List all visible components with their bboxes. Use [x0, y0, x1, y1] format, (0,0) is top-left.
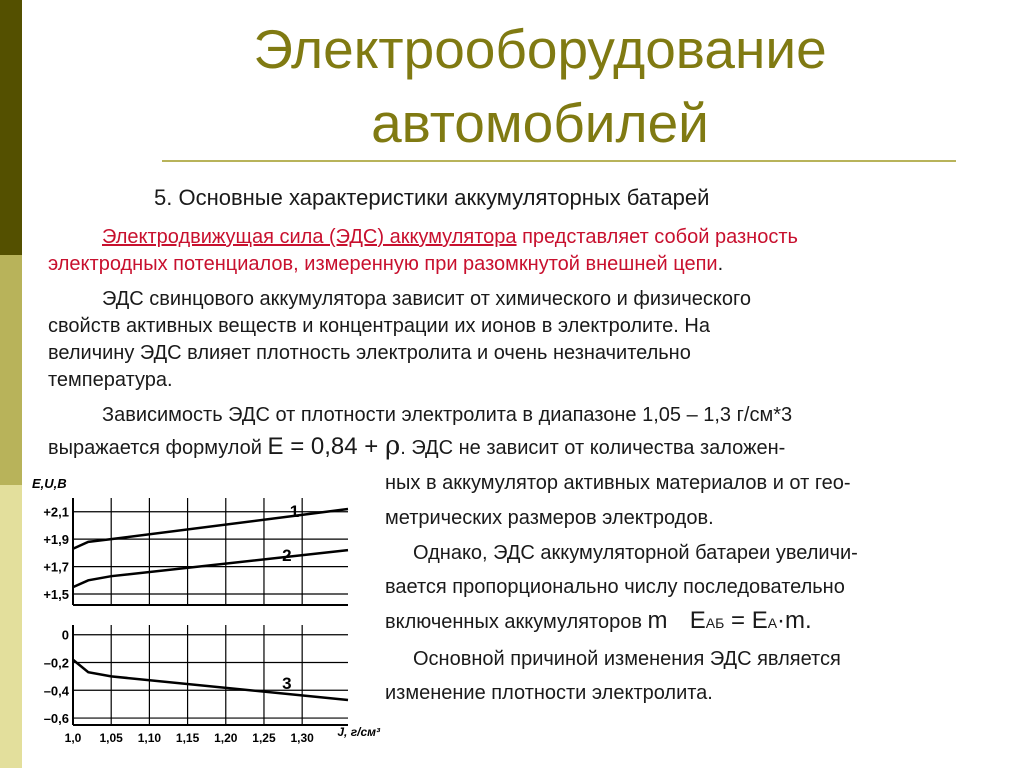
x-tick-label: 1,05	[99, 731, 123, 745]
y-tick-label: –0,4	[43, 683, 69, 699]
curve-1	[73, 509, 348, 549]
curve-2	[73, 550, 348, 587]
e-a: E	[751, 607, 768, 634]
page-title	[60, 12, 1020, 160]
rho-symbol: ρ	[384, 431, 401, 461]
p3-line-2-post: . ЭДС не зависит от количества заложен-	[400, 437, 786, 459]
y-tick-label: –0,6	[43, 711, 69, 727]
p3-line-3: ных в аккумулятор активных материалов и от гео-	[385, 472, 851, 494]
p4-line-3	[385, 607, 812, 637]
y-tick-label: +1,7	[43, 559, 69, 575]
y-tick-label: +1,5	[43, 587, 69, 603]
curve-label-1: 1	[289, 502, 300, 522]
section-heading: 5. Основные характеристики аккумуляторных батарей	[154, 185, 710, 210]
title-line-1: Электрооборудование	[253, 18, 827, 80]
p3-line-2	[48, 433, 785, 462]
x-tick-label: 1,10	[137, 731, 162, 745]
p1-line-2-end: .	[717, 253, 724, 275]
p3-line-4: метрических размеров электродов.	[385, 507, 714, 529]
dot-m: ·m.	[777, 607, 812, 634]
title-divider	[162, 160, 956, 162]
p1-line-2-text: электродных потенциалов, измеренную при разомкнутой внешней цепи	[48, 253, 718, 275]
curve-label-2: 2	[282, 546, 292, 566]
x-tick-label: 1,30	[290, 731, 314, 745]
curve-label-3: 3	[282, 673, 292, 693]
p1-line-2	[48, 251, 723, 278]
x-axis-label: J, г/см³	[337, 725, 380, 739]
x-tick-label: 1,15	[175, 731, 200, 745]
equals-sign: =	[724, 607, 752, 634]
p2-line-4: температура.	[48, 369, 173, 391]
side-bar-light	[0, 485, 22, 768]
m-symbol: m	[647, 607, 668, 634]
x-tick-label: 1,0	[64, 731, 82, 745]
p3-line-1: Зависимость ЭДС от плотности электролита в диапазоне 1,05 – 1,3 г/см*3	[102, 404, 793, 426]
y-tick-label: +2,1	[43, 504, 69, 520]
p2-line-1: ЭДС свинцового аккумулятора зависит от химического и физического	[102, 288, 751, 310]
p1-line-1-rest: представляет собой разность	[516, 226, 798, 248]
e-a-subscript: А	[767, 615, 778, 631]
y-tick-label: 0	[61, 627, 69, 643]
p4-line-2: вается пропорционально числу последовательно	[385, 576, 845, 598]
x-tick-label: 1,25	[252, 731, 276, 745]
p5-line-2: изменение плотности электролита.	[385, 682, 713, 704]
p5-line-1: Основной причиной изменения ЭДС является	[413, 648, 841, 670]
p2-line-3: величину ЭДС влияет плотность электролита и очень незначительно	[48, 342, 691, 364]
emf-term: Электродвижущая сила (ЭДС) аккумулятора	[102, 226, 517, 248]
y-tick-label: –0,2	[43, 655, 69, 671]
p2-line-2: свойств активных веществ и концентрации их ионов в электролите. На	[48, 315, 710, 337]
y-tick-label: +1,9	[43, 532, 69, 548]
x-tick-label: 1,20	[214, 731, 238, 745]
title-line-2: автомобилей	[371, 92, 709, 154]
y-axis-label: E,U,B	[32, 476, 67, 491]
p3-line-2-pre: выражается формулой	[48, 437, 268, 459]
side-bar-dark	[0, 0, 22, 255]
formula: E = 0,84 +	[267, 433, 385, 460]
p4-line-3-pre: включенных аккумуляторов	[385, 611, 648, 633]
emf-density-graph	[28, 470, 383, 760]
side-bar-mid	[0, 255, 22, 485]
p1-line-1	[102, 224, 798, 251]
e-ab: E	[689, 607, 706, 634]
e-ab-subscript: АБ	[705, 615, 725, 631]
curve-3	[73, 660, 348, 700]
p4-line-1: Однако, ЭДС аккумуляторной батареи увеличи-	[413, 542, 858, 564]
